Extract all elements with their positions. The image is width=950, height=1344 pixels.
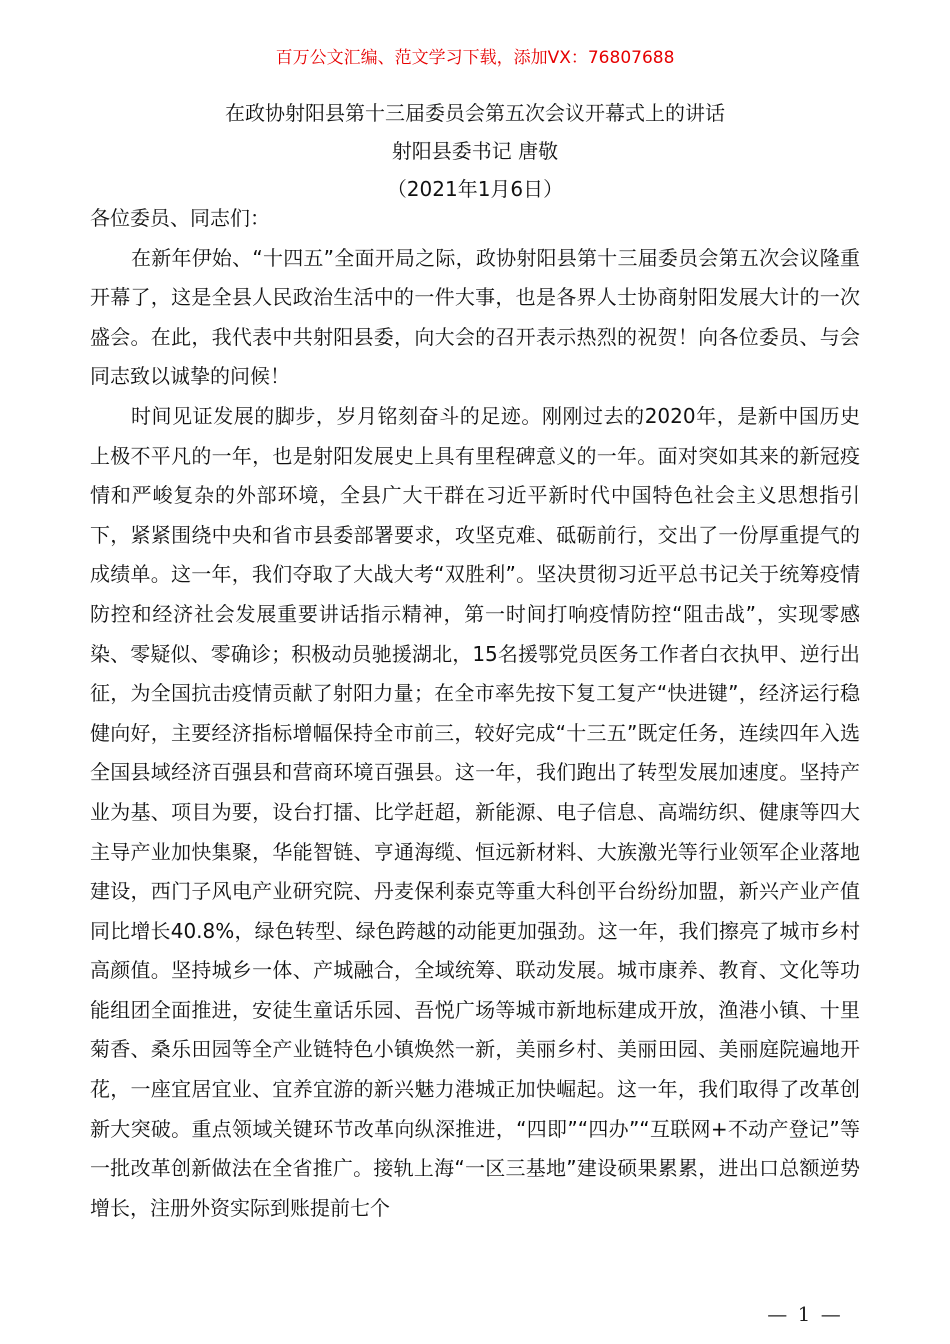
document-body <box>90 199 860 1228</box>
watermark-banner: 百万公文汇编、范文学习下载，添加VX：76807688 <box>275 48 675 68</box>
paragraph-review-2020: 时间见证发展的脚步，岁月铭刻奋斗的足迹。刚刚过去的2020年，是新中国历史上极不平凡的一年，也是射阳发展史上具有里程碑意义的一年。面对突如其来的新冠疫情和严峻复杂的外部环境，全县广大干群在习近平新时代中国特色社会主义思想指引下，紧紧围绕中央和省市县委部署要求，攻坚克难、砥砺前行，交出了一份厚重提气的成绩单。这一年，我们夺取了大战大考“双胜利”。坚决贯彻习近平总书记关于统筹疫情防控和经济社会发展重要讲话指示精神，第一时间打响疫情防控“阻击战”，实现零感染、零疑似、零确诊；积极动员驰援湖北，15名援鄂党员医务工作者白衣执甲、逆行出征，为全国抗击疫情贡献了射阳力量；在全市率先按下复工复产“快进键”，经济运行稳健向好，主要经济指标增幅保持全市前三，较好完成“十三五”既定任务，连续四年入选全国县域经济百强县和营商环境百强县。这一年，我们跑出了转型发展加速度。坚持产业为基、项目为要，设台打擂、比学赶超，新能源、电子信息、高端纺织、健康等四大主导产业加快集聚，华能智链、亨通海缆、恒远新材料、大族激光等行业领军企业落地建设，西门子风电产业研究院、丹麦保利泰克等重大科创平台纷纷加盟，新兴产业产值同比增长40.8%，绿色转型、绿色跨越的动能更加强劲。这一年，我们擦亮了城市乡村高颜值。坚持城乡一体、产城融合，全域统筹、联动发展。城市康养、教育、文化等功能组团全面推进，安徒生童话乐园、吾悦广场等城市新地标建成开放，渔港小镇、十里菊香、桑乐田园等全产业链特色小镇焕然一新，美丽乡村、美丽田园、美丽庭院遍地开花，一座宜居宜业、宜养宜游的新兴魅力港城正加快崛起。这一年，我们取得了改革创新大突破。重点领域关键环节改革向纵深推进，“四即”“四办”“互联网+不动产登记”等一批改革创新做法在全省推广。接轨上海“一区三基地”建设硕果累累，进出口总额逆势增长，注册外资实际到账提前七个 <box>90 403 860 1220</box>
paragraph-opening: 在新年伊始、“十四五”全面开局之际，政协射阳县第十三届委员会第五次会议隆重开幕了，这是全县人民政治生活中的一件大事，也是各界人士协商射阳发展大计的一次盛会。在此，我代表中共射阳县委，向大会的召开表示热烈的祝贺！向各位委员、与会同志致以诚挚的问候！ <box>90 245 860 389</box>
speaker-line: 射阳县委书记 唐敬 <box>391 139 559 163</box>
document-heading <box>0 94 950 208</box>
page-number: — 1 — <box>767 1302 843 1326</box>
document-title: 在政协射阳县第十三届委员会第五次会议开幕式上的讲话 <box>225 101 725 125</box>
speech-date: （2021年1月6日） <box>386 177 564 201</box>
salutation: 各位委员、同志们： <box>90 206 270 230</box>
